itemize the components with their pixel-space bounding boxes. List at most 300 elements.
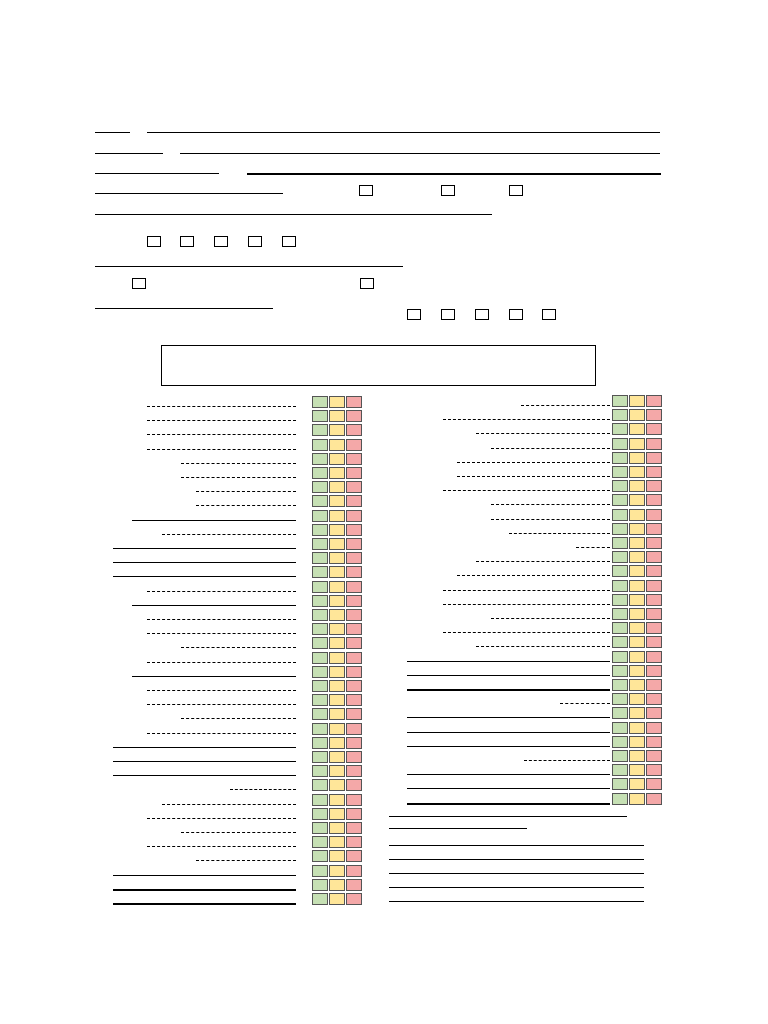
rating-selector[interactable] [612,636,662,648]
rating-selector[interactable] [612,409,662,421]
rating-good-box[interactable] [312,510,328,522]
rating-selector[interactable] [612,480,662,492]
rating-selector[interactable] [312,708,362,720]
rating-good-box[interactable] [612,509,628,521]
rating-fair-box[interactable] [629,480,645,492]
rating-poor-box[interactable] [346,552,362,564]
rating-good-box[interactable] [312,467,328,479]
rating-good-box[interactable] [612,565,628,577]
checkbox[interactable] [441,309,455,320]
rating-selector[interactable] [312,524,362,536]
rating-good-box[interactable] [312,751,328,763]
rating-selector[interactable] [312,453,362,465]
rating-poor-box[interactable] [346,581,362,593]
rating-poor-box[interactable] [346,850,362,862]
rating-good-box[interactable] [612,580,628,592]
rating-good-box[interactable] [312,552,328,564]
item-label-line [521,405,610,406]
checkbox[interactable] [214,236,228,247]
rating-good-box[interactable] [312,680,328,692]
checkbox[interactable] [407,309,421,320]
checkbox[interactable] [441,185,455,196]
rating-selector[interactable] [312,410,362,422]
rating-poor-box[interactable] [646,395,662,407]
rating-fair-box[interactable] [329,893,345,905]
item-label-line [147,434,296,435]
rating-selector[interactable] [312,808,362,820]
rating-fair-box[interactable] [329,666,345,678]
rating-fair-box[interactable] [329,652,345,664]
rating-fair-box[interactable] [629,523,645,535]
rating-fair-box[interactable] [629,537,645,549]
rating-poor-box[interactable] [646,722,662,734]
rating-poor-box[interactable] [646,494,662,506]
rating-good-box[interactable] [312,737,328,749]
rating-poor-box[interactable] [346,424,362,436]
rating-fair-box[interactable] [629,494,645,506]
rating-selector[interactable] [612,594,662,606]
rating-good-box[interactable] [612,651,628,663]
rating-selector[interactable] [312,581,362,593]
rating-fair-box[interactable] [329,552,345,564]
rating-selector[interactable] [612,707,662,719]
rating-good-box[interactable] [312,708,328,720]
rating-fair-box[interactable] [629,608,645,620]
rating-selector[interactable] [312,595,362,607]
rating-fair-box[interactable] [329,779,345,791]
rating-poor-box[interactable] [646,523,662,535]
item-label-line [389,859,644,860]
rating-fair-box[interactable] [329,694,345,706]
rating-selector[interactable] [312,652,362,664]
rating-good-box[interactable] [612,608,628,620]
rating-poor-box[interactable] [646,509,662,521]
rating-poor-box[interactable] [346,623,362,635]
rating-good-box[interactable] [312,424,328,436]
rating-fair-box[interactable] [329,595,345,607]
rating-poor-box[interactable] [646,452,662,464]
rating-selector[interactable] [312,850,362,862]
rating-fair-box[interactable] [629,707,645,719]
rating-fair-box[interactable] [329,581,345,593]
rating-poor-box[interactable] [346,680,362,692]
rating-poor-box[interactable] [346,637,362,649]
rating-poor-box[interactable] [346,510,362,522]
rating-fair-box[interactable] [629,395,645,407]
rating-good-box[interactable] [312,822,328,834]
rating-good-box[interactable] [312,453,328,465]
rating-fair-box[interactable] [329,836,345,848]
rating-fair-box[interactable] [629,651,645,663]
rating-fair-box[interactable] [329,538,345,550]
rating-fair-box[interactable] [329,410,345,422]
rating-good-box[interactable] [312,410,328,422]
rating-selector[interactable] [612,395,662,407]
rating-fair-box[interactable] [629,679,645,691]
rating-poor-box[interactable] [646,480,662,492]
rating-fair-box[interactable] [329,453,345,465]
rating-fair-box[interactable] [629,750,645,762]
rating-selector[interactable] [612,551,662,563]
rating-good-box[interactable] [312,893,328,905]
rating-fair-box[interactable] [629,693,645,705]
rating-poor-box[interactable] [346,808,362,820]
rating-fair-box[interactable] [329,751,345,763]
rating-selector[interactable] [312,467,362,479]
checkbox[interactable] [542,309,556,320]
rating-good-box[interactable] [312,623,328,635]
rating-selector[interactable] [612,736,662,748]
rating-poor-box[interactable] [346,865,362,877]
rating-selector[interactable] [612,423,662,435]
rating-fair-box[interactable] [329,424,345,436]
rating-selector[interactable] [612,693,662,705]
rating-good-box[interactable] [312,879,328,891]
rating-fair-box[interactable] [329,708,345,720]
rating-good-box[interactable] [312,595,328,607]
rating-good-box[interactable] [312,581,328,593]
rating-good-box[interactable] [312,836,328,848]
rating-selector[interactable] [312,751,362,763]
rating-poor-box[interactable] [646,423,662,435]
checkbox[interactable] [132,278,146,289]
rating-poor-box[interactable] [646,565,662,577]
rating-fair-box[interactable] [629,423,645,435]
rating-poor-box[interactable] [346,481,362,493]
rating-fair-box[interactable] [329,737,345,749]
rating-poor-box[interactable] [346,524,362,536]
rating-selector[interactable] [312,396,362,408]
rating-poor-box[interactable] [646,750,662,762]
rating-good-box[interactable] [312,637,328,649]
rating-fair-box[interactable] [629,636,645,648]
item-label-line [132,605,296,606]
rating-selector[interactable] [612,665,662,677]
item-label-line [407,746,610,747]
rating-fair-box[interactable] [329,865,345,877]
rating-good-box[interactable] [612,693,628,705]
rating-selector[interactable] [612,622,662,634]
rating-selector[interactable] [312,765,362,777]
rating-fair-box[interactable] [329,495,345,507]
item-label-line [196,505,296,506]
rating-fair-box[interactable] [329,723,345,735]
field-line[interactable] [95,308,273,309]
rating-poor-box[interactable] [646,466,662,478]
rating-poor-box[interactable] [346,779,362,791]
rating-poor-box[interactable] [646,537,662,549]
item-label-line [230,789,296,790]
rating-good-box[interactable] [312,538,328,550]
rating-poor-box[interactable] [346,467,362,479]
rating-fair-box[interactable] [329,439,345,451]
item-label-line [407,675,610,676]
rating-selector[interactable] [312,538,362,550]
rating-good-box[interactable] [312,652,328,664]
rating-selector[interactable] [312,723,362,735]
rating-good-box[interactable] [312,794,328,806]
rating-good-box[interactable] [312,850,328,862]
rating-fair-box[interactable] [629,594,645,606]
field-line[interactable] [147,132,660,133]
rating-good-box[interactable] [612,438,628,450]
rating-selector[interactable] [612,509,662,521]
rating-fair-box[interactable] [329,566,345,578]
rating-selector[interactable] [612,722,662,734]
rating-selector[interactable] [612,580,662,592]
rating-fair-box[interactable] [329,467,345,479]
rating-good-box[interactable] [612,466,628,478]
checkbox[interactable] [509,185,523,196]
checkbox[interactable] [359,185,373,196]
rating-selector[interactable] [312,737,362,749]
rating-poor-box[interactable] [646,636,662,648]
rating-good-box[interactable] [312,666,328,678]
rating-poor-box[interactable] [646,551,662,563]
rating-fair-box[interactable] [329,822,345,834]
rating-poor-box[interactable] [346,410,362,422]
rating-poor-box[interactable] [646,438,662,450]
rating-fair-box[interactable] [629,764,645,776]
rating-good-box[interactable] [312,808,328,820]
rating-poor-box[interactable] [346,836,362,848]
rating-poor-box[interactable] [346,595,362,607]
rating-poor-box[interactable] [346,453,362,465]
rating-poor-box[interactable] [646,594,662,606]
rating-poor-box[interactable] [646,778,662,790]
rating-poor-box[interactable] [646,736,662,748]
rating-poor-box[interactable] [346,822,362,834]
rating-fair-box[interactable] [329,850,345,862]
rating-good-box[interactable] [612,452,628,464]
rating-poor-box[interactable] [346,723,362,735]
rating-good-box[interactable] [312,495,328,507]
rating-poor-box[interactable] [346,538,362,550]
item-label-line [181,477,296,478]
rating-fair-box[interactable] [329,524,345,536]
rating-poor-box[interactable] [346,708,362,720]
checkbox[interactable] [360,278,374,289]
rating-good-box[interactable] [612,494,628,506]
rating-selector[interactable] [312,666,362,678]
rating-selector[interactable] [312,779,362,791]
rating-good-box[interactable] [612,793,628,805]
rating-good-box[interactable] [612,722,628,734]
rating-good-box[interactable] [312,524,328,536]
rating-fair-box[interactable] [629,565,645,577]
rating-poor-box[interactable] [646,409,662,421]
rating-poor-box[interactable] [646,707,662,719]
rating-selector[interactable] [312,495,362,507]
rating-selector[interactable] [612,466,662,478]
rating-selector[interactable] [312,879,362,891]
rating-fair-box[interactable] [629,793,645,805]
rating-fair-box[interactable] [329,481,345,493]
rating-poor-box[interactable] [646,679,662,691]
rating-fair-box[interactable] [629,722,645,734]
rating-good-box[interactable] [312,566,328,578]
rating-fair-box[interactable] [629,665,645,677]
rating-good-box[interactable] [612,707,628,719]
rating-good-box[interactable] [312,779,328,791]
field-line[interactable] [180,153,660,154]
rating-selector[interactable] [612,793,662,805]
rating-good-box[interactable] [612,480,628,492]
rating-good-box[interactable] [612,594,628,606]
checkbox[interactable] [180,236,194,247]
notes-panel[interactable] [161,345,596,386]
rating-selector[interactable] [312,609,362,621]
rating-poor-box[interactable] [646,651,662,663]
rating-selector[interactable] [312,794,362,806]
rating-fair-box[interactable] [329,794,345,806]
rating-selector[interactable] [312,552,362,564]
checkbox[interactable] [248,236,262,247]
item-label-line [162,804,296,805]
rating-selector[interactable] [312,822,362,834]
rating-fair-box[interactable] [329,609,345,621]
rating-fair-box[interactable] [629,466,645,478]
item-label-line [181,718,296,719]
rating-selector[interactable] [312,566,362,578]
rating-selector[interactable] [312,680,362,692]
rating-selector[interactable] [612,679,662,691]
rating-fair-box[interactable] [629,622,645,634]
rating-fair-box[interactable] [629,551,645,563]
rating-poor-box[interactable] [346,737,362,749]
rating-poor-box[interactable] [346,652,362,664]
rating-poor-box[interactable] [646,580,662,592]
rating-good-box[interactable] [312,609,328,621]
rating-selector[interactable] [312,510,362,522]
checkbox[interactable] [475,309,489,320]
rating-selector[interactable] [312,694,362,706]
field-label-line [95,193,283,194]
rating-poor-box[interactable] [646,622,662,634]
rating-fair-box[interactable] [329,765,345,777]
rating-good-box[interactable] [612,395,628,407]
rating-selector[interactable] [312,893,362,905]
rating-selector[interactable] [312,481,362,493]
field-line[interactable] [247,173,661,175]
rating-poor-box[interactable] [346,751,362,763]
rating-good-box[interactable] [312,865,328,877]
rating-selector[interactable] [612,764,662,776]
rating-good-box[interactable] [612,622,628,634]
rating-good-box[interactable] [312,481,328,493]
rating-poor-box[interactable] [646,693,662,705]
rating-poor-box[interactable] [646,793,662,805]
rating-fair-box[interactable] [329,396,345,408]
rating-selector[interactable] [312,637,362,649]
rating-good-box[interactable] [612,537,628,549]
rating-poor-box[interactable] [346,879,362,891]
rating-selector[interactable] [612,537,662,549]
rating-fair-box[interactable] [329,680,345,692]
rating-poor-box[interactable] [346,396,362,408]
rating-selector[interactable] [612,778,662,790]
rating-poor-box[interactable] [346,694,362,706]
item-label-line [147,733,296,734]
rating-poor-box[interactable] [346,893,362,905]
rating-good-box[interactable] [612,736,628,748]
rating-good-box[interactable] [312,694,328,706]
rating-good-box[interactable] [612,764,628,776]
rating-selector[interactable] [612,494,662,506]
rating-selector[interactable] [612,452,662,464]
rating-fair-box[interactable] [329,623,345,635]
rating-poor-box[interactable] [646,608,662,620]
rating-poor-box[interactable] [646,665,662,677]
rating-poor-box[interactable] [346,609,362,621]
rating-fair-box[interactable] [629,580,645,592]
rating-fair-box[interactable] [629,452,645,464]
rating-good-box[interactable] [612,750,628,762]
rating-good-box[interactable] [612,778,628,790]
rating-good-box[interactable] [312,723,328,735]
rating-good-box[interactable] [612,679,628,691]
rating-good-box[interactable] [312,765,328,777]
rating-good-box[interactable] [612,665,628,677]
rating-fair-box[interactable] [329,637,345,649]
rating-fair-box[interactable] [329,879,345,891]
rating-poor-box[interactable] [646,764,662,776]
rating-fair-box[interactable] [629,409,645,421]
rating-fair-box[interactable] [629,438,645,450]
rating-poor-box[interactable] [346,495,362,507]
rating-selector[interactable] [612,750,662,762]
rating-selector[interactable] [612,651,662,663]
rating-fair-box[interactable] [629,778,645,790]
rating-poor-box[interactable] [346,439,362,451]
rating-good-box[interactable] [612,636,628,648]
rating-selector[interactable] [312,439,362,451]
item-label-line [113,903,296,905]
rating-good-box[interactable] [612,423,628,435]
item-label-line [576,547,610,548]
rating-poor-box[interactable] [346,794,362,806]
item-label-line [389,887,644,888]
rating-selector[interactable] [312,865,362,877]
item-label-line [147,406,296,407]
rating-selector[interactable] [612,608,662,620]
rating-fair-box[interactable] [629,736,645,748]
field-line[interactable] [95,266,403,267]
rating-poor-box[interactable] [346,765,362,777]
rating-fair-box[interactable] [629,509,645,521]
rating-selector[interactable] [612,438,662,450]
rating-fair-box[interactable] [329,510,345,522]
rating-selector[interactable] [612,523,662,535]
item-label-line [113,889,296,891]
rating-good-box[interactable] [312,439,328,451]
checkbox[interactable] [509,309,523,320]
rating-poor-box[interactable] [346,666,362,678]
field-line[interactable] [95,214,492,215]
rating-selector[interactable] [312,424,362,436]
rating-poor-box[interactable] [346,566,362,578]
rating-selector[interactable] [312,836,362,848]
checkbox[interactable] [282,236,296,247]
rating-good-box[interactable] [612,523,628,535]
rating-selector[interactable] [612,565,662,577]
checkbox[interactable] [147,236,161,247]
rating-good-box[interactable] [612,409,628,421]
rating-good-box[interactable] [312,396,328,408]
rating-fair-box[interactable] [329,808,345,820]
rating-good-box[interactable] [612,551,628,563]
rating-selector[interactable] [312,623,362,635]
